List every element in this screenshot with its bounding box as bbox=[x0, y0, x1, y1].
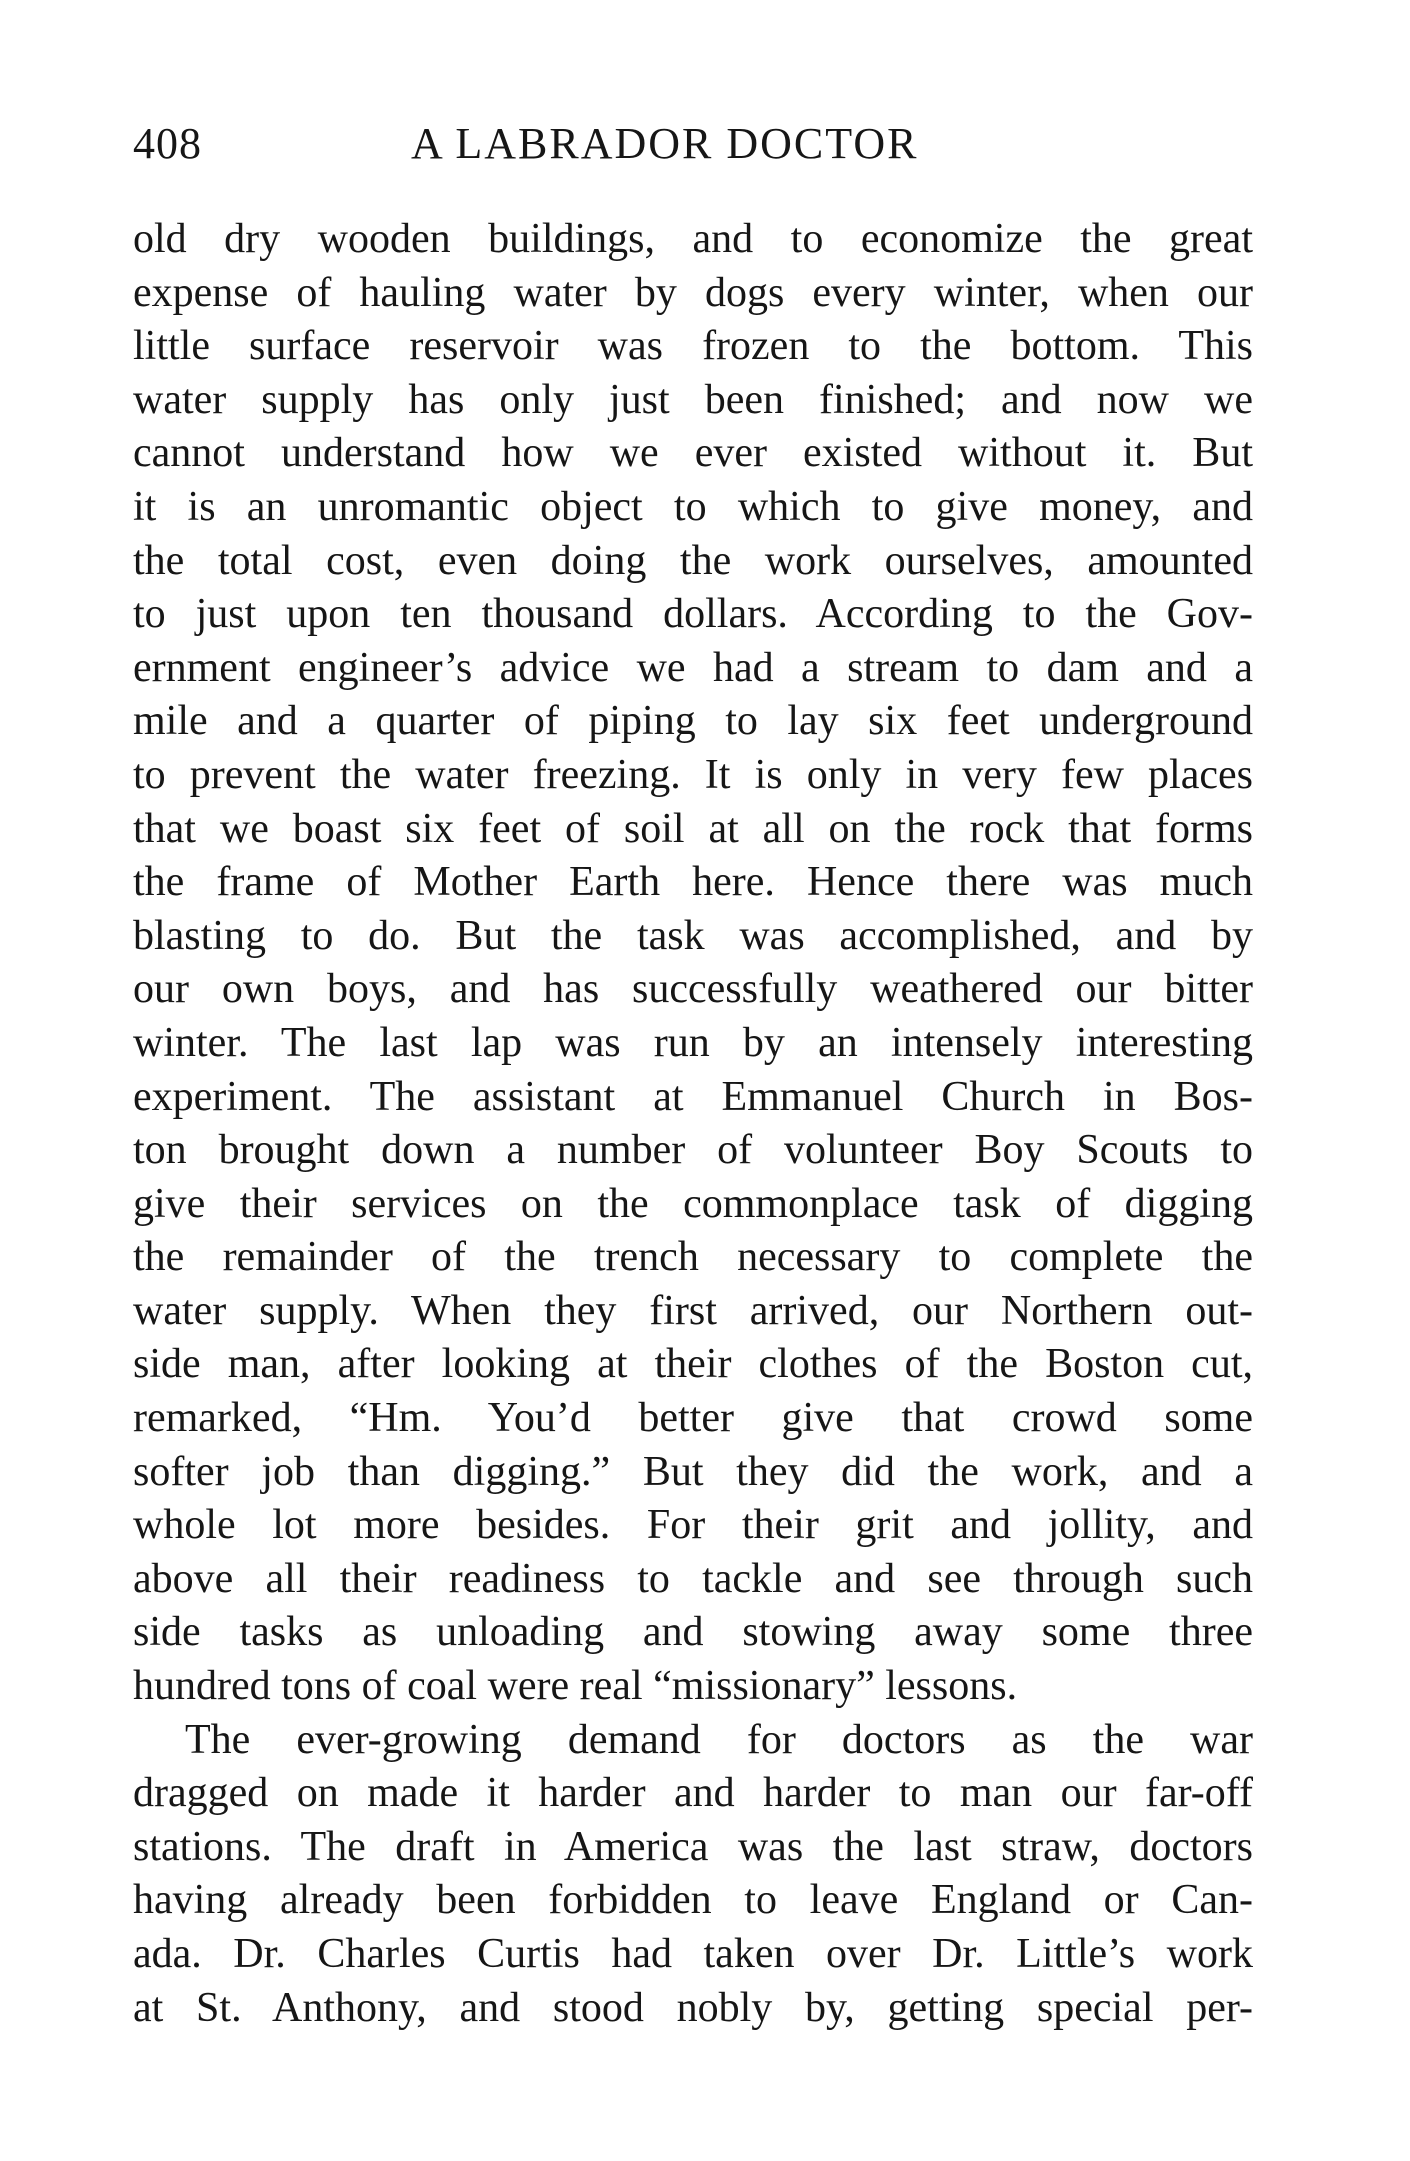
text-line: to prevent the water freezing. It is only in very few places bbox=[133, 751, 1253, 798]
running-head: A LABRADOR DOCTOR bbox=[411, 119, 919, 168]
text-line: softer job than digging.” But they did the work, and a bbox=[133, 1448, 1253, 1495]
text-line: at St. Anthony, and stood nobly by, getting special per- bbox=[133, 1984, 1253, 2031]
text-line: winter. The last lap was run by an intensely interesting bbox=[133, 1019, 1253, 1066]
text-line: blasting to do. But the task was accomplished, and by bbox=[133, 912, 1253, 959]
text-line: the frame of Mother Earth here. Hence there was much bbox=[133, 859, 1253, 906]
text-line: side man, after looking at their clothes of the Boston cut, bbox=[133, 1341, 1253, 1388]
text-line: dragged on made it harder and harder to man our far-off bbox=[133, 1770, 1253, 1817]
text-line: experiment. The assistant at Emmanuel Church in Bos- bbox=[133, 1073, 1253, 1120]
text-line: stations. The draft in America was the last straw, doctors bbox=[133, 1823, 1253, 1870]
text-line: whole lot more besides. For their grit and jollity, and bbox=[133, 1502, 1253, 1549]
text-line: it is an unromantic object to which to give money, and bbox=[133, 483, 1253, 530]
text-line: give their services on the commonplace task of digging bbox=[133, 1180, 1253, 1227]
text-line: our own boys, and has successfully weathered our bitter bbox=[133, 966, 1253, 1013]
text-line: ada. Dr. Charles Curtis had taken over Dr. Little’s work bbox=[133, 1931, 1253, 1977]
text-line: old dry wooden buildings, and to economize the great bbox=[133, 216, 1253, 262]
text-line: that we boast six feet of soil at all on the rock that forms bbox=[133, 805, 1253, 852]
text-line: cannot understand how we ever existed without it. But bbox=[133, 430, 1253, 477]
page-header bbox=[133, 118, 1263, 178]
text-line: little surface reservoir was frozen to the bottom. This bbox=[133, 323, 1253, 370]
text-line: hundred tons of coal were real “missionary” lessons. bbox=[133, 1663, 1018, 1710]
text-line: side tasks as unloading and stowing away some three bbox=[133, 1609, 1253, 1656]
page-number: 408 bbox=[133, 119, 202, 168]
body-text bbox=[133, 213, 1253, 2035]
text-line: to just upon ten thousand dollars. According to the Gov- bbox=[133, 591, 1253, 638]
text-line: mile and a quarter of piping to lay six feet underground bbox=[133, 698, 1253, 745]
text-line: remarked, “Hm. You’d better give that crowd some bbox=[133, 1395, 1253, 1442]
text-line: water supply. When they first arrived, our Northern out- bbox=[133, 1287, 1253, 1334]
text-line: ernment engineer’s advice we had a stream to dam and a bbox=[133, 644, 1253, 691]
text-line: The ever-growing demand for doctors as the war bbox=[185, 1716, 1253, 1763]
text-line: the remainder of the trench necessary to complete the bbox=[133, 1234, 1253, 1281]
text-line: expense of hauling water by dogs every winter, when our bbox=[133, 269, 1253, 316]
text-line: water supply has only just been finished; and now we bbox=[133, 376, 1253, 423]
text-line: ton brought down a number of volunteer Boy Scouts to bbox=[133, 1127, 1253, 1174]
text-line: the total cost, even doing the work ourselves, amounted bbox=[133, 537, 1253, 584]
text-line: above all their readiness to tackle and see through such bbox=[133, 1555, 1253, 1602]
text-line: having already been forbidden to leave England or Can- bbox=[133, 1877, 1253, 1924]
